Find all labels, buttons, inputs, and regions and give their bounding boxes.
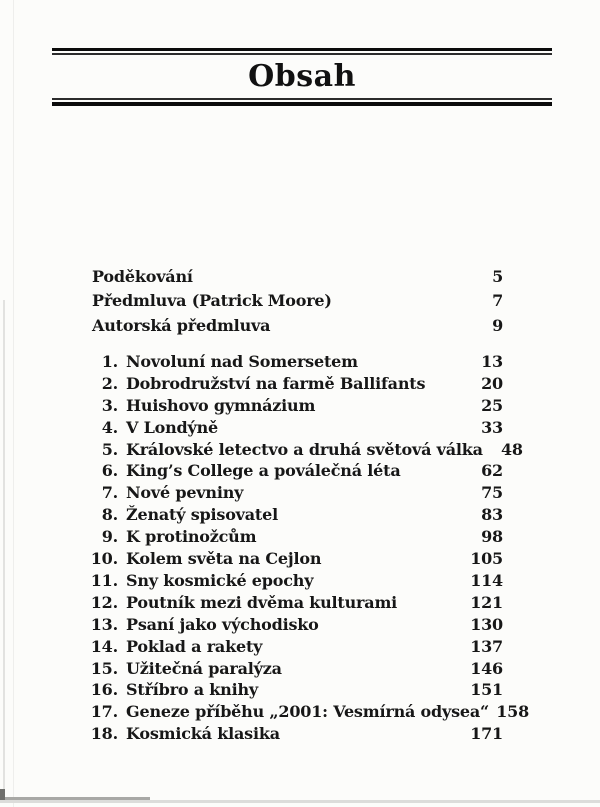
chapter-row (87, 658, 503, 680)
chapter-row (87, 482, 503, 504)
chapter-title: Užitečná paralýza (126, 658, 282, 678)
toc-section-gap (87, 338, 503, 351)
chapter-number: 5. (101, 439, 118, 459)
chapter-row (87, 417, 503, 439)
front-matter-row (87, 314, 503, 338)
chapter-page-number: 151 (470, 680, 503, 700)
chapter-title: Huishovo gymnázium (126, 395, 316, 415)
front-matter-page-number: 7 (492, 291, 503, 311)
chapter-row (87, 723, 503, 745)
chapter-title: Královské letectvo a druhá světová válka (126, 439, 483, 459)
header-rule-bottom-thick (52, 102, 552, 106)
chapter-page-number: 20 (481, 373, 503, 393)
chapter-page-number: 171 (470, 724, 503, 744)
chapter-number: 4. (101, 417, 118, 437)
chapter-number: 10. (90, 549, 118, 569)
chapter-page-number: 130 (470, 614, 503, 634)
front-matter-page-number: 9 (492, 315, 503, 335)
paper-edge-line (13, 0, 14, 807)
chapter-number: 2. (101, 373, 118, 393)
page-title: Obsah (248, 59, 356, 94)
chapter-number: 11. (90, 570, 118, 590)
table-of-contents (87, 265, 530, 745)
front-matter-row (87, 265, 503, 289)
chapter-page-number: 25 (481, 395, 503, 415)
chapter-row (87, 373, 503, 395)
header-rule-top-thick (52, 48, 552, 51)
chapter-number: 9. (101, 527, 118, 547)
chapter-row (87, 548, 503, 570)
chapter-row (87, 504, 503, 526)
chapter-title: Sny kosmické epochy (126, 570, 314, 590)
chapter-page-number: 158 (496, 702, 530, 722)
chapter-page-number: 48 (500, 439, 523, 459)
bottom-left-corner-mark (0, 789, 5, 800)
chapter-number: 15. (90, 658, 118, 678)
chapter-title: King’s College a poválečná léta (126, 461, 401, 481)
chapter-number: 8. (101, 505, 118, 525)
chapter-title: Kosmická klasika (126, 724, 280, 744)
chapter-title: Ženatý spisovatel (126, 505, 278, 525)
chapter-page-number: 114 (470, 570, 503, 590)
chapter-title: V Londýně (126, 417, 219, 437)
chapter-row (87, 460, 503, 482)
paper-edge-shadow (3, 300, 5, 803)
chapter-title: Nové pevniny (126, 483, 244, 503)
chapter-row (87, 439, 523, 461)
bottom-scan-dark-segment (0, 797, 150, 800)
chapter-row (87, 614, 503, 636)
chapter-page-number: 121 (470, 592, 503, 612)
chapter-number: 16. (90, 680, 118, 700)
chapter-number: 1. (101, 351, 118, 371)
chapter-row (87, 701, 530, 723)
chapter-page-number: 13 (481, 351, 503, 371)
chapter-page-number: 137 (470, 636, 503, 656)
front-matter-label: Autorská předmluva (92, 315, 271, 335)
chapter-row (87, 395, 503, 417)
chapter-title: Novoluní nad Somersetem (126, 351, 358, 371)
chapter-title: Poutník mezi dvěma kulturami (126, 592, 398, 612)
chapter-number: 6. (101, 461, 118, 481)
chapter-row (87, 592, 503, 614)
header-rule-bottom-thin (52, 98, 552, 100)
chapter-title: Dobrodružství na farmě Ballifants (126, 373, 426, 393)
chapter-page-number: 33 (481, 417, 503, 437)
bottom-scan-band (0, 800, 600, 803)
chapter-number: 18. (90, 724, 118, 744)
chapter-page-number: 62 (481, 461, 503, 481)
chapter-title: Kolem světa na Cejlon (126, 549, 322, 569)
front-matter-row (87, 289, 503, 313)
chapter-title: K protinožcům (126, 527, 257, 547)
chapter-title: Stříbro a knihy (126, 680, 258, 700)
chapter-number: 12. (90, 592, 118, 612)
chapter-row (87, 636, 503, 658)
chapter-title: Geneze příběhu „2001: Vesmírná odysea“ (126, 702, 490, 722)
toc-header (52, 48, 552, 106)
chapter-row (87, 526, 503, 548)
chapter-row (87, 351, 503, 373)
chapter-number: 17. (90, 702, 118, 722)
chapter-page-number: 146 (470, 658, 503, 678)
chapter-row (87, 570, 503, 592)
front-matter-label: Poděkování (92, 267, 193, 286)
chapter-title: Poklad a rakety (126, 636, 263, 656)
chapter-title: Psaní jako východisko (126, 614, 319, 634)
chapter-row (87, 679, 503, 701)
chapter-page-number: 105 (470, 549, 503, 569)
front-matter-page-number: 5 (492, 267, 503, 286)
chapter-page-number: 98 (481, 527, 503, 547)
chapter-list (87, 351, 530, 745)
chapter-page-number: 83 (481, 505, 503, 525)
chapter-number: 13. (90, 614, 118, 634)
chapter-number: 3. (101, 395, 118, 415)
front-matter-list (87, 265, 503, 338)
chapter-number: 14. (90, 636, 118, 656)
front-matter-label: Předmluva (Patrick Moore) (92, 291, 332, 311)
chapter-number: 7. (101, 483, 118, 503)
chapter-page-number: 75 (481, 483, 503, 503)
